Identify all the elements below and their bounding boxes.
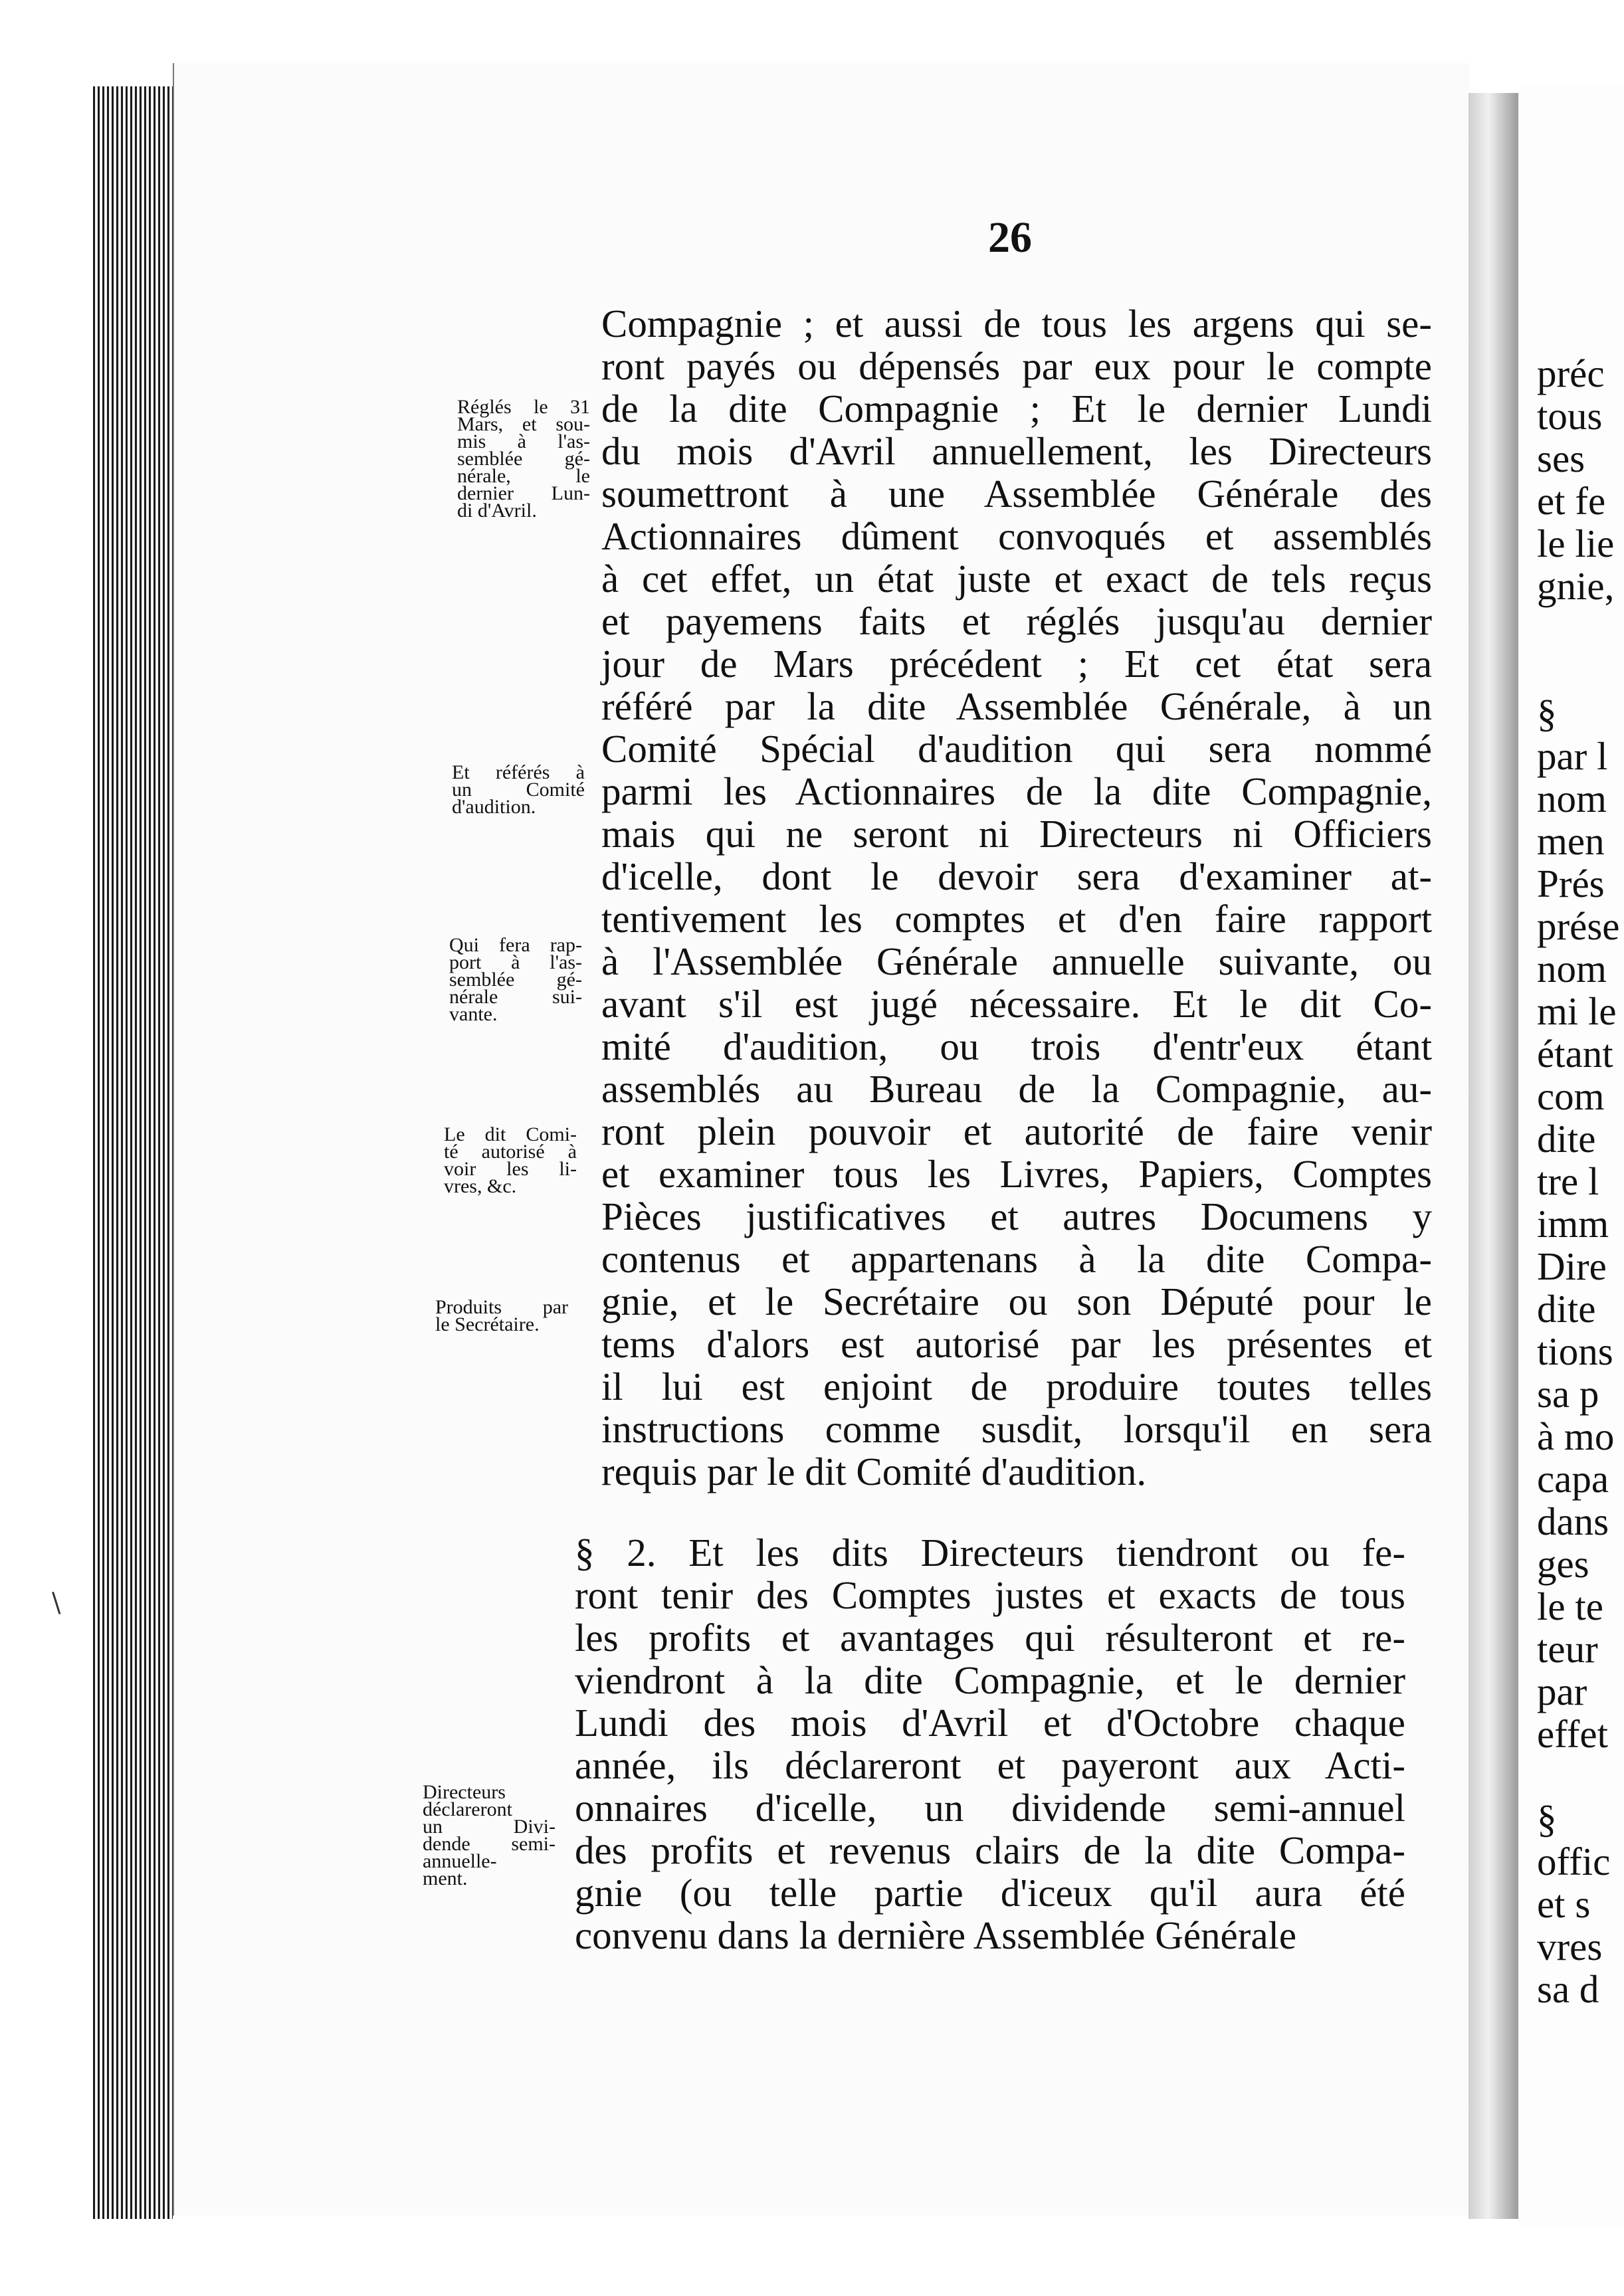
next-page-line: par: [1537, 1670, 1587, 1713]
next-page-line: Dire: [1537, 1244, 1607, 1288]
next-page-line: dite: [1537, 1117, 1596, 1161]
next-page-line: tre l: [1537, 1159, 1599, 1203]
next-page-line: préc: [1537, 351, 1605, 395]
margin-note-line: le Secrétaire.: [435, 1313, 540, 1335]
text-line: gnie, et le Secrétaire ou son Député pour le: [601, 1280, 1432, 1323]
text-line: des profits et revenus clairs de la dite Compa-: [575, 1828, 1405, 1872]
next-page-line: sa p: [1537, 1372, 1599, 1416]
text-line: onnaires d'icelle, un dividende semi-annuel: [575, 1786, 1405, 1830]
scan-mark: \: [52, 1588, 61, 1618]
margin-note-rapport: [449, 934, 582, 1025]
next-page-line: ges: [1537, 1542, 1589, 1586]
margin-note-line: déclareront: [423, 1798, 512, 1820]
text-line: les profits et avantages qui résulteront et re-: [575, 1616, 1405, 1660]
next-page-line: prése: [1537, 904, 1620, 948]
next-page-text: [1537, 352, 1624, 2010]
margin-note-line: nérale sui-: [449, 986, 582, 1008]
main-text-block-1: [601, 302, 1432, 1493]
next-page-line: teur: [1537, 1627, 1598, 1671]
text-line: il lui est enjoint de produire toutes telles: [601, 1365, 1432, 1408]
next-page-line: nom: [1537, 947, 1607, 991]
next-page-line: [1537, 1755, 1624, 1798]
margin-note-line: un Divi-: [423, 1816, 556, 1838]
margin-note-line: dende semi-: [423, 1833, 556, 1855]
margin-note-line: d'audition.: [452, 796, 536, 818]
text-line: mais qui ne seront ni Directeurs ni Officiers: [601, 812, 1432, 856]
text-line: tems d'alors est autorisé par les présentes et: [601, 1322, 1432, 1366]
text-line: contenus et appartenans à la dite Compa-: [601, 1237, 1432, 1281]
book-gutter: [1469, 93, 1518, 2219]
margin-note-comite-autorise: [444, 1123, 577, 1197]
text-line: Pièces justificatives et autres Documens y: [601, 1195, 1432, 1238]
margin-note-line: Mars, et sou-: [457, 413, 590, 435]
margin-note-line: Qui fera rap-: [449, 934, 582, 956]
text-line: § 2. Et les dits Directeurs tiendront ou fe-: [575, 1531, 1405, 1575]
next-page-line: §: [1537, 1797, 1557, 1841]
text-line: convenu dans la dernière Assemblée Générale: [575, 1913, 1297, 1957]
next-page-line: [1537, 650, 1624, 692]
next-page-line: vres: [1537, 1925, 1603, 1968]
text-line: jour de Mars précédent ; Et cet état sera: [601, 642, 1432, 686]
text-line: soumettront à une Assemblée Générale des: [601, 472, 1432, 516]
next-page-line: Prés: [1537, 862, 1605, 906]
text-line: assemblés au Bureau de la Compagnie, au-: [601, 1067, 1432, 1111]
margin-note-line: Directeurs: [423, 1781, 506, 1803]
margin-note-produits: [435, 1296, 568, 1335]
text-line: et examiner tous les Livres, Papiers, Comptes: [601, 1152, 1432, 1196]
margin-note-dividende: [423, 1781, 556, 1889]
next-page-line: et fe: [1537, 479, 1606, 523]
margin-note-line: di d'Avril.: [457, 500, 537, 522]
next-page-line: tous: [1537, 394, 1603, 438]
next-page-edge: [1518, 86, 1624, 2226]
text-line: ront payés ou dépensés par eux pour le compte: [601, 344, 1432, 388]
text-line: de la dite Compagnie ; Et le dernier Lundi: [601, 387, 1432, 430]
margin-note-line: ment.: [423, 1867, 468, 1889]
margin-note-line: un Comité: [452, 779, 585, 801]
next-page-line: par l: [1537, 734, 1608, 778]
margin-note-line: Le dit Comi-: [444, 1123, 577, 1145]
next-page-line: tions: [1537, 1329, 1613, 1373]
text-line: Comité Spécial d'audition qui sera nommé: [601, 727, 1432, 771]
margin-note-line: vante.: [449, 1003, 498, 1025]
page-edge-stack: [93, 86, 173, 2219]
next-page-line: le te: [1537, 1584, 1603, 1628]
text-line: instructions comme susdit, lorsqu'il en sera: [601, 1407, 1432, 1451]
next-page-line: et s: [1537, 1882, 1591, 1926]
margin-note-regles: [457, 396, 590, 522]
text-line: à cet effet, un état juste et exact de tels reçus: [601, 557, 1432, 601]
text-line: ront plein pouvoir et autorité de faire venir: [601, 1109, 1432, 1153]
next-page-line: gnie,: [1537, 564, 1615, 608]
next-page-line: dans: [1537, 1499, 1609, 1543]
text-line: tentivement les comptes et d'en faire rapport: [601, 897, 1432, 941]
next-page-line: sa d: [1537, 1967, 1599, 2011]
text-line: d'icelle, dont le devoir sera d'examiner at-: [601, 854, 1432, 898]
text-line: avant s'il est jugé nécessaire. Et le dit Co-: [601, 982, 1432, 1026]
margin-note-line: nérale, le: [457, 465, 590, 487]
next-page-line: com: [1537, 1074, 1605, 1118]
next-page-line: à mo: [1537, 1414, 1615, 1458]
text-line: ront tenir des Comptes justes et exacts de tous: [575, 1573, 1405, 1617]
margin-note-line: semblée gé-: [457, 448, 590, 470]
next-page-line: imm: [1537, 1202, 1609, 1246]
text-line: à l'Assemblée Générale annuelle suivante, ou: [601, 939, 1432, 983]
text-line: référé par la dite Assemblée Générale, à un: [601, 684, 1432, 728]
text-line: requis par le dit Comité d'audition.: [601, 1450, 1147, 1493]
margin-note-line: Produits par: [435, 1296, 568, 1318]
next-page-line: §: [1537, 692, 1557, 735]
text-line: Compagnie ; et aussi de tous les argens qui se-: [601, 302, 1432, 345]
next-page-line: offic: [1537, 1840, 1611, 1883]
next-page-line: ses: [1537, 436, 1585, 480]
margin-note-line: annuelle-: [423, 1850, 497, 1872]
next-page-line: nom: [1537, 777, 1607, 820]
margin-note-line: mis à l'as-: [457, 430, 590, 452]
margin-note-line: Réglés le 31: [457, 396, 590, 418]
text-line: Lundi des mois d'Avril et d'Octobre chaque: [575, 1701, 1405, 1745]
text-line: et payemens faits et réglés jusqu'au dernier: [601, 599, 1432, 643]
next-page-line: men: [1537, 819, 1605, 863]
next-page-line: capa: [1537, 1457, 1609, 1501]
text-line: Actionnaires dûment convoqués et assemblés: [601, 514, 1432, 558]
text-line: viendront à la dite Compagnie, et le dernier: [575, 1658, 1405, 1702]
margin-note-line: semblée gé-: [449, 969, 582, 991]
margin-note-line: vres, &c.: [444, 1175, 517, 1197]
next-page-line: mi le: [1537, 989, 1617, 1033]
margin-note-line: Et référés à: [452, 761, 585, 783]
next-page-line: effet: [1537, 1712, 1608, 1756]
next-page-line: le lie: [1537, 522, 1615, 565]
text-line: année, ils déclareront et payeront aux Acti-: [575, 1743, 1405, 1787]
text-line: du mois d'Avril annuellement, les Directeurs: [601, 429, 1432, 473]
text-line: gnie (ou telle partie d'iceux qu'il aura été: [575, 1871, 1405, 1915]
main-text-block-2: [575, 1531, 1405, 1957]
margin-note-line: port à l'as-: [449, 951, 582, 973]
margin-note-referes: [452, 761, 585, 818]
margin-note-line: voir les li-: [444, 1158, 577, 1180]
text-line: parmi les Actionnaires de la dite Compagnie,: [601, 769, 1432, 813]
next-page-line: étant: [1537, 1032, 1613, 1076]
next-page-line: dite: [1537, 1287, 1596, 1331]
margin-note-line: dernier Lun-: [457, 482, 590, 504]
next-page-line: [1537, 607, 1624, 650]
text-line: mité d'audition, ou trois d'entr'eux étant: [601, 1024, 1432, 1068]
page-number: 26: [988, 213, 1032, 262]
margin-note-line: té autorisé à: [444, 1141, 577, 1163]
